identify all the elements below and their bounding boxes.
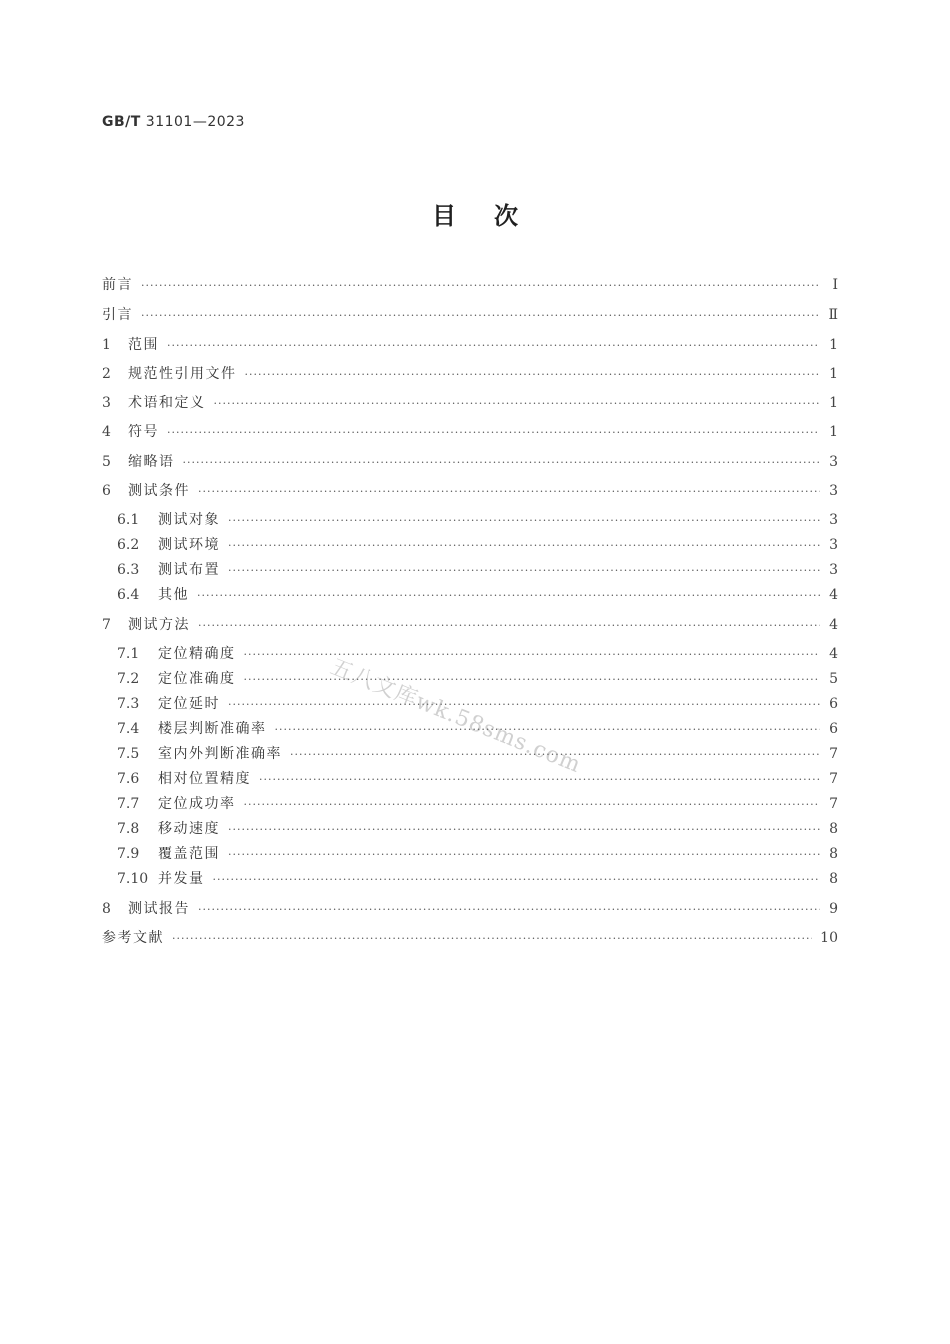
toc-entry-label: 测试报告 (128, 901, 190, 917)
toc-entry-label: 移动速度 (158, 821, 220, 837)
toc-entry-number: 7.8 (117, 821, 140, 837)
toc-entry-number: 3 (102, 395, 111, 411)
toc-entry-label: 测试方法 (128, 617, 190, 633)
standard-code (102, 114, 245, 130)
toc-entry-number: 1 (102, 337, 111, 353)
toc-entry-label: 定位成功率 (158, 796, 236, 812)
toc-entry-page: 8 (829, 846, 838, 862)
toc-leader-dots (167, 426, 820, 439)
toc-entry-page: Ⅱ (828, 307, 838, 323)
toc-entry[interactable] (117, 818, 838, 840)
toc-entry-page: 8 (829, 871, 838, 887)
toc-entry-label: 室内外判断准确率 (158, 746, 282, 762)
toc-leader-dots (228, 698, 820, 711)
toc-entry-number: 7.6 (117, 771, 140, 787)
toc-entry[interactable] (117, 668, 838, 690)
toc-entry-label: 其他 (158, 587, 189, 603)
toc-entry-label: 规范性引用文件 (128, 366, 237, 382)
toc-entry-number: 4 (102, 424, 111, 440)
toc-leader-dots (214, 397, 821, 410)
toc-entry-page: 1 (829, 395, 838, 411)
toc-entry[interactable] (117, 584, 838, 606)
toc-entry-number: 6 (102, 483, 111, 499)
toc-entry-number: 7.1 (117, 646, 140, 662)
standard-number: 31101—2023 (145, 114, 245, 130)
toc-leader-dots (141, 309, 820, 322)
toc-entry-page: 7 (829, 771, 838, 787)
toc-entry[interactable] (117, 743, 838, 765)
toc-entry-number: 5 (102, 454, 111, 470)
toc-entry[interactable] (117, 768, 838, 790)
toc-leader-dots (228, 564, 820, 577)
toc-entry-page: 1 (829, 424, 838, 440)
toc-entry-page: 3 (829, 454, 838, 470)
toc-entry-page: 7 (829, 796, 838, 812)
toc-entry-page: 6 (829, 721, 838, 737)
toc-entry[interactable] (117, 534, 838, 556)
toc-entry-page: 3 (829, 537, 838, 553)
toc-entry-label: 术语和定义 (128, 395, 206, 411)
toc-entry-number: 6.2 (117, 537, 140, 553)
toc-entry-page: 4 (829, 617, 838, 633)
toc-entry-number: 7.5 (117, 746, 140, 762)
toc-entry-number: 7.3 (117, 696, 140, 712)
toc-entry-number: 2 (102, 366, 111, 382)
toc-entry-label: 测试环境 (158, 537, 220, 553)
toc-entry-number: 6.1 (117, 512, 140, 528)
toc-entry-label: 楼层判断准确率 (158, 721, 267, 737)
toc-entry-page: 3 (829, 512, 838, 528)
toc-entry-number: 7.4 (117, 721, 140, 737)
toc-entry[interactable] (102, 363, 838, 385)
toc-leader-dots (141, 279, 820, 292)
toc-entry-number: 6.4 (117, 587, 140, 603)
toc-entry-label: 范围 (128, 337, 159, 353)
toc-leader-dots (228, 848, 820, 861)
toc-entry[interactable] (117, 793, 838, 815)
toc-leader-dots (172, 932, 812, 945)
toc-entry-page: 4 (829, 587, 838, 603)
toc-entry-label: 前言 (102, 277, 133, 293)
toc-entry-label: 缩略语 (128, 454, 175, 470)
toc-entry-page: 9 (829, 901, 838, 917)
toc-entry[interactable] (117, 559, 838, 581)
toc-leader-dots (198, 485, 820, 498)
toc-entry[interactable] (102, 614, 838, 636)
toc-leader-dots (228, 514, 820, 527)
toc-entry-page: 3 (829, 483, 838, 499)
toc-entry[interactable] (117, 868, 838, 890)
toc-entry-label: 测试对象 (158, 512, 220, 528)
toc-entry[interactable] (102, 451, 838, 473)
toc-entry-label: 符号 (128, 424, 159, 440)
toc-entry[interactable] (102, 421, 838, 443)
toc-leader-dots (198, 619, 820, 632)
toc-entry[interactable] (102, 274, 838, 296)
toc-entry-number: 7.7 (117, 796, 140, 812)
toc-entry-label: 定位延时 (158, 696, 220, 712)
toc-leader-dots (228, 539, 820, 552)
toc-entry-number: 7.9 (117, 846, 140, 862)
toc-entry-number: 6.3 (117, 562, 140, 578)
toc-entry-label: 定位精确度 (158, 646, 236, 662)
toc-entry-number: 8 (102, 901, 111, 917)
toc-entry[interactable] (102, 480, 838, 502)
toc-leader-dots (228, 823, 820, 836)
page-title: 目次 (432, 202, 556, 230)
toc-entry-number: 7.2 (117, 671, 140, 687)
toc-leader-dots (259, 773, 820, 786)
toc-entry-page: 3 (829, 562, 838, 578)
toc-leader-dots (245, 368, 821, 381)
toc-entry-page: 4 (829, 646, 838, 662)
toc-entry[interactable] (102, 304, 838, 326)
toc-entry-page: 1 (829, 337, 838, 353)
toc-entry[interactable] (117, 843, 838, 865)
toc-entry[interactable] (117, 509, 838, 531)
toc-entry[interactable] (117, 643, 838, 665)
toc-leader-dots (167, 339, 820, 352)
toc-leader-dots (244, 648, 821, 661)
toc-entry-label: 定位准确度 (158, 671, 236, 687)
toc-entry-label: 参考文献 (102, 930, 164, 946)
toc-entry[interactable] (102, 898, 838, 920)
standard-prefix: GB/T (102, 114, 141, 130)
toc-leader-dots (183, 456, 821, 469)
toc-leader-dots (198, 903, 820, 916)
toc-leader-dots (244, 798, 821, 811)
toc-entry-number: 7 (102, 617, 111, 633)
toc-entry[interactable] (102, 927, 838, 949)
toc-entry[interactable] (102, 392, 838, 414)
toc-entry-page: 6 (829, 696, 838, 712)
toc-entry-page: 7 (829, 746, 838, 762)
watermark: 五八文库wk.58sms.com (326, 654, 585, 779)
toc-entry-label: 相对位置精度 (158, 771, 251, 787)
toc-entry-label: 引言 (102, 307, 133, 323)
toc-entry-page: 8 (829, 821, 838, 837)
toc-entry-page: 1 (829, 366, 838, 382)
toc-leader-dots (213, 873, 821, 886)
toc-entry-label: 覆盖范围 (158, 846, 220, 862)
toc-entry-label: 测试布置 (158, 562, 220, 578)
toc-leader-dots (197, 589, 820, 602)
toc-entry[interactable] (102, 334, 838, 356)
toc-entry-page: Ⅰ (832, 277, 838, 293)
toc-entry-label: 测试条件 (128, 483, 190, 499)
toc-entry-label: 并发量 (158, 871, 205, 887)
toc-entry-number: 7.10 (117, 871, 149, 887)
toc-entry-page: 5 (829, 671, 838, 687)
toc-entry-page: 10 (820, 930, 838, 946)
